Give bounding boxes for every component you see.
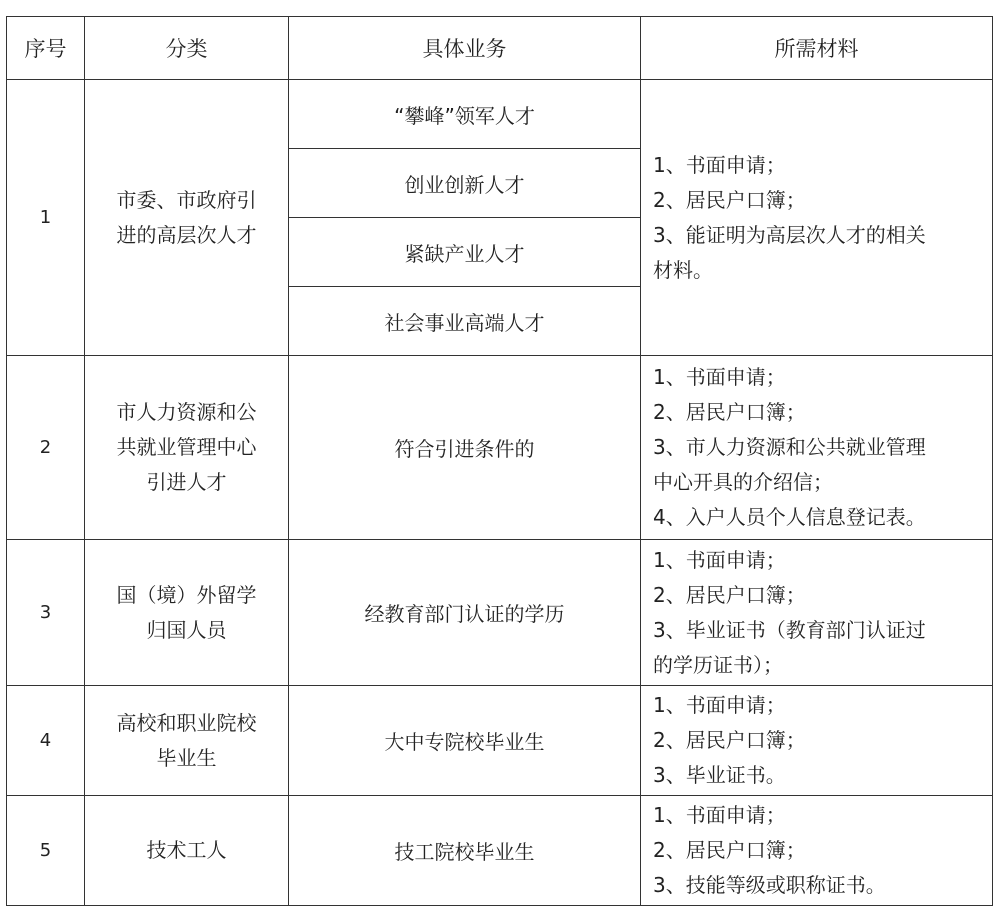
row-business: 技工院校毕业生 <box>289 796 641 906</box>
material-line: 2、居民户口簿； <box>653 187 806 212</box>
row-number: 3 <box>7 540 85 686</box>
row-business: 紧缺产业人才 <box>289 218 641 287</box>
category-line: 市委、市政府引 <box>116 187 257 212</box>
material-line: 3、技能等级或职称证书。 <box>653 873 886 897</box>
material-line: 3、毕业证书。 <box>653 763 786 787</box>
row-number: 5 <box>7 796 85 906</box>
category-line: 共就业管理中心 <box>116 435 257 459</box>
row-category <box>85 540 289 686</box>
row-category <box>85 356 289 540</box>
row-category <box>85 686 289 796</box>
material-line: 材料。 <box>653 257 713 282</box>
material-line: 1、书面申请； <box>653 693 786 717</box>
row-number: 2 <box>7 356 85 540</box>
material-line: 3、市人力资源和公共就业管理 <box>653 435 926 459</box>
material-line: 1、书面申请； <box>653 803 786 827</box>
material-line: 3、能证明为高层次人才的相关 <box>653 222 926 247</box>
table-row <box>7 686 993 796</box>
material-line: 3、毕业证书（教育部门认证过 <box>653 617 926 642</box>
table-row <box>7 796 993 906</box>
material-line: 中心开具的介绍信； <box>653 470 833 494</box>
row-business: 经教育部门认证的学历 <box>289 540 641 686</box>
row-business: 创业创新人才 <box>289 149 641 218</box>
header-business: 具体业务 <box>289 17 641 80</box>
header-materials: 所需材料 <box>641 17 993 80</box>
category-line: 进的高层次人才 <box>116 222 257 247</box>
material-line: 2、居民户口簿； <box>653 728 806 752</box>
row-materials <box>641 80 993 356</box>
material-line: 4、入户人员个人信息登记表。 <box>653 505 926 529</box>
header-number: 序号 <box>7 17 85 80</box>
material-line: 2、居民户口簿； <box>653 582 806 607</box>
row-materials <box>641 356 993 540</box>
table-row <box>7 80 993 149</box>
category-line: 毕业生 <box>156 745 217 770</box>
row-business: 符合引进条件的 <box>289 356 641 540</box>
material-line: 的学历证书）； <box>653 652 783 677</box>
category-line: 技术工人 <box>146 838 227 862</box>
row-business: 大中专院校毕业生 <box>289 686 641 796</box>
material-line: 1、书面申请； <box>653 365 786 389</box>
material-line: 2、居民户口簿； <box>653 400 806 424</box>
category-line: 归国人员 <box>146 617 227 642</box>
category-line: 市人力资源和公 <box>116 400 257 424</box>
row-materials <box>641 540 993 686</box>
row-category <box>85 796 289 906</box>
row-materials <box>641 686 993 796</box>
row-number: 4 <box>7 686 85 796</box>
category-line: 引进人才 <box>146 470 227 494</box>
row-business: “攀峰”领军人才 <box>289 80 641 149</box>
table-row <box>7 540 993 686</box>
material-line: 1、书面申请； <box>653 547 786 572</box>
row-materials <box>641 796 993 906</box>
header-category: 分类 <box>85 17 289 80</box>
header-row <box>7 17 993 80</box>
material-line: 1、书面申请； <box>653 152 786 177</box>
material-line: 2、居民户口簿； <box>653 838 806 862</box>
row-category <box>85 80 289 356</box>
table-row <box>7 356 993 540</box>
category-line: 国（境）外留学 <box>116 582 257 607</box>
requirements-table <box>6 16 993 906</box>
row-number: 1 <box>7 80 85 356</box>
row-business: 社会事业高端人才 <box>289 287 641 356</box>
category-line: 高校和职业院校 <box>116 710 257 735</box>
